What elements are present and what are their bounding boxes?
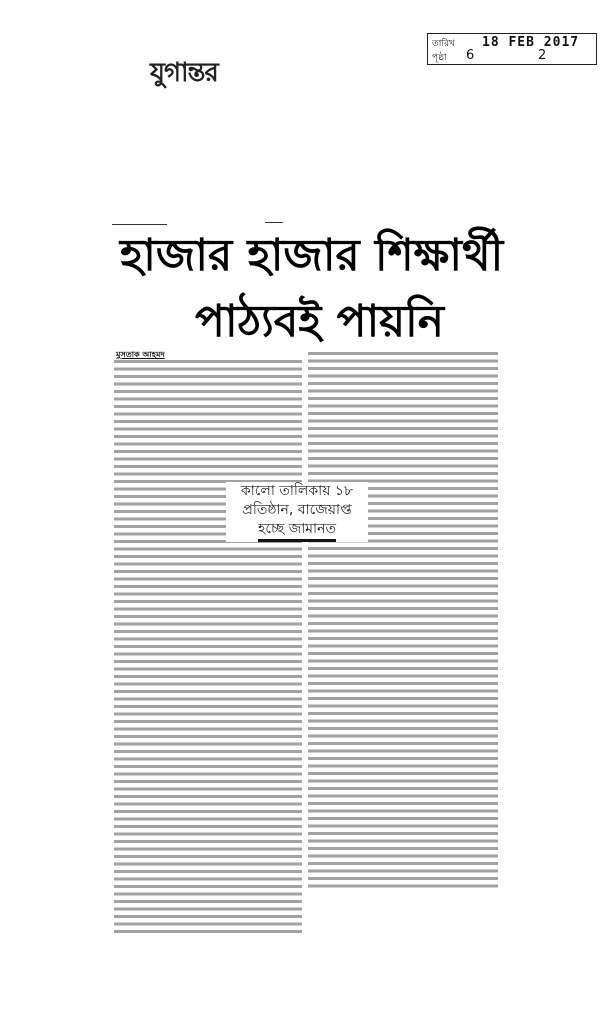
body-column-right — [308, 352, 498, 892]
inset-line-2: প্রতিষ্ঠান, বাজেয়াপ্ত — [242, 502, 352, 518]
byline: মুসতাক আহমদ — [116, 350, 165, 359]
date-stamp — [427, 33, 597, 65]
inset-subheadline — [226, 482, 368, 542]
inset-line-1: কালো তালিকায় ১৮ — [240, 483, 354, 499]
stamp-page: 6 — [466, 48, 475, 63]
inset-line-3: হচ্ছে জামানত — [258, 520, 336, 542]
headline-line-1: হাজার হাজার শিক্ষার্থী — [120, 230, 504, 281]
stamp-page-label: পৃষ্ঠা — [432, 53, 447, 63]
stamp-column: 2 — [538, 48, 547, 63]
stamp-date-label: তারিখ — [432, 39, 455, 49]
newspaper-logo: যুগান্তর — [150, 58, 218, 88]
stamp-date: 18 FEB 2017 — [482, 35, 580, 50]
headline-line-2: পাঠ্যবই পায়নি — [195, 296, 444, 347]
body-column-left — [114, 360, 302, 935]
